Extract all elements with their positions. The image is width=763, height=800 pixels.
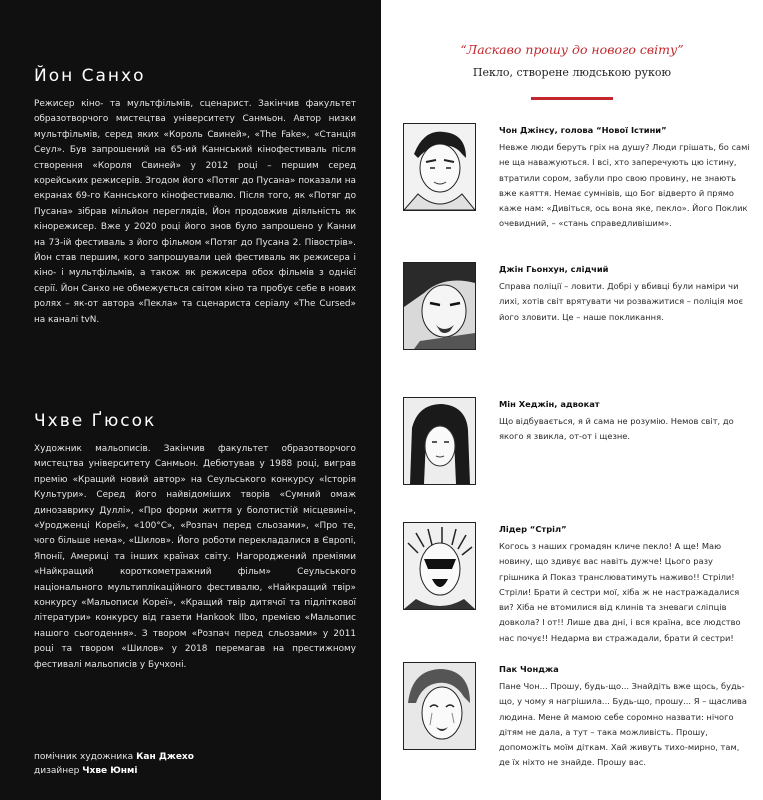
- character-block: [403, 123, 753, 233]
- character-block: [403, 397, 753, 507]
- left-dark-panel: [0, 0, 381, 800]
- credit-designer-role: дизайнер: [34, 766, 80, 776]
- credits: [34, 750, 194, 778]
- portrait-detective-icon: [403, 262, 476, 350]
- author-bio-yeon-sangho: Режисер кіно- та мультфільмів, сценарист. Закінчив факультет образотворчого мистецтва університету Санмьон. Автор низки мультфільмів, серед яких «Король Свиней», «The Fake», «Станція Сеул». Був запрошений на 65-ий Каннський кінофестиваль після створення «Короля Свиней» у 2012 році – першим серед корейських режисерів. Згодом його «Потяг до Пусана» показали на екранах 69-го Каннського кінофестивалю. Після того, як «Потяг до Пусана» зібрав мільйон переглядів, Йон продовжив діяльність як кінорежисер. Вже у 2020 році його знов було запрошено у Канни на 73-ій фестиваль з його фільмом «Потяг до Пусана 2. Півострів». Йон став першим, кого запрошували цей фестиваль як режисера і кіно- і мультфільмів, а також як режисера обох фільмів з однієї серії. Йон Санхо не обмежується світом кіно та пробує себе в нових ролях – як-от автора «Пекла» та сценариста серіалу «The Cursed» на каналі tvN.: [34, 99, 356, 325]
- welcome-quote: “Ласкаво прошу до нового світу”: [460, 42, 684, 57]
- portrait-lawyer-icon: [403, 397, 476, 485]
- character-name: Чон Джінсу, голова “Нової Істини”: [499, 125, 667, 135]
- character-block: [403, 662, 753, 772]
- author-bio-choi-gyu-seok: Художник мальописів. Закінчив факультет образотворчого мистецтва університету Санмьон. Дебютував у 1988 році, виграв премію «Кращий новий автор» на Сеульського конкурсу «Історія Культури». Серед його найвідоміших творів «Сумний омаж динозаврику Дуллі», «Про форми життя у болотистій місцевині», «Уродженці Кореї», «100°C», «Розпач перед сльозами», «Про те, чого більше нема», «Шилов». Його роботи перекладалися в Європі, Японії, Америці та інших країнах світу. Нагороджений преміями «Найкращий короткометражний фільм» Сеульського національного мультиплікаційного фестивалю, «Найкращий твір» конкурсу «Мальописи Кореї», «Кращий твір дитячої та підліткової літератури» конкурсу від газети Hankook Ilbo, премією «Мальопис нашого сьогодення». З твором «Розпач перед сльозами» у 2011 році та твором «Шилов» у 2018 перемагав на престижному фестивалі мальописів у Бучхоні.: [34, 444, 356, 670]
- author-name-yeon-sangho: Йон Санхо: [34, 66, 146, 86]
- character-block: [403, 262, 753, 372]
- character-quote: Справа поліції – ловити. Добрі у вбивці були наміри чи лихі, хотів світ врятувати чи розважитися – поліція моє його зловити. Це – наше покликання.: [499, 281, 744, 322]
- character-quote: Невже люди беруть гріх на душу? Люди грішать, бо самі не ща наважуються. І всі, хто заперечують цю істину, втратили сором, забули про свою провину, не знають вже каяття. Немає сумнівів, що Бог відверто й прямо каже нам: «Дивіться, ось вона яке, пекло». Його Поклик очевидний, – «стань справедливішим».: [499, 142, 750, 229]
- character-quote: Когось з наших громадян кличе пекло! А ще! Маю новину, що здивує вас навіть дужче! Цього разу грішника й Показ транслюватимуть наживо!! Стріли! Стріли! Брати й сестри мої, хіба ж не настражадалися ви? Хіба не втомилися від клинів та зневаги сліпців довкола? І от!! Лише два дні, і вся країна, все людство нас почує!! Недарма ви стражадали, брати й сестри!: [499, 541, 741, 643]
- portrait-man-icon: [403, 123, 476, 211]
- credit-designer-name: Чхве Юнмі: [82, 766, 138, 776]
- character-name: Джін Гьонхун, слідчий: [499, 264, 609, 274]
- character-quote: Що відбувається, я й сама не розумію. Немов світ, до якого я звикла, от-от і щезне.: [499, 416, 734, 442]
- character-block: [403, 522, 753, 643]
- red-divider: [531, 97, 613, 100]
- portrait-woman-crying-icon: [403, 662, 476, 750]
- portrait-leader-icon: [403, 522, 476, 610]
- author-name-choi-gyu-seok: Чхве Ґюсок: [34, 411, 157, 431]
- character-name: Мін Хеджін, адвокат: [499, 399, 600, 409]
- right-white-panel: [381, 0, 763, 800]
- character-name: Лідер “Стріл”: [499, 524, 567, 534]
- credit-designer: [34, 764, 194, 778]
- credit-assistant: [34, 750, 194, 764]
- credit-assistant-role: помічник художника: [34, 752, 134, 762]
- character-quote: Пане Чон... Прошу, будь-що... Знайдіть вже щось, будь-що, у чому я нагрішила... Будь-що, прошу... Я – щаслива людина. Мене й мамою себе соромно назвати: нічого дітям не дала, а тут – така можливість. Прошу, допоможіть моїм діткам. Хай живуть тихо-мирно, там, де їх ніхто не знайде. Прошу вас.: [499, 681, 748, 768]
- subtitle: Пекло, створене людською рукою: [472, 66, 672, 79]
- character-name: Пак Чонджа: [499, 664, 559, 674]
- credit-assistant-name: Кан Джехо: [136, 752, 194, 762]
